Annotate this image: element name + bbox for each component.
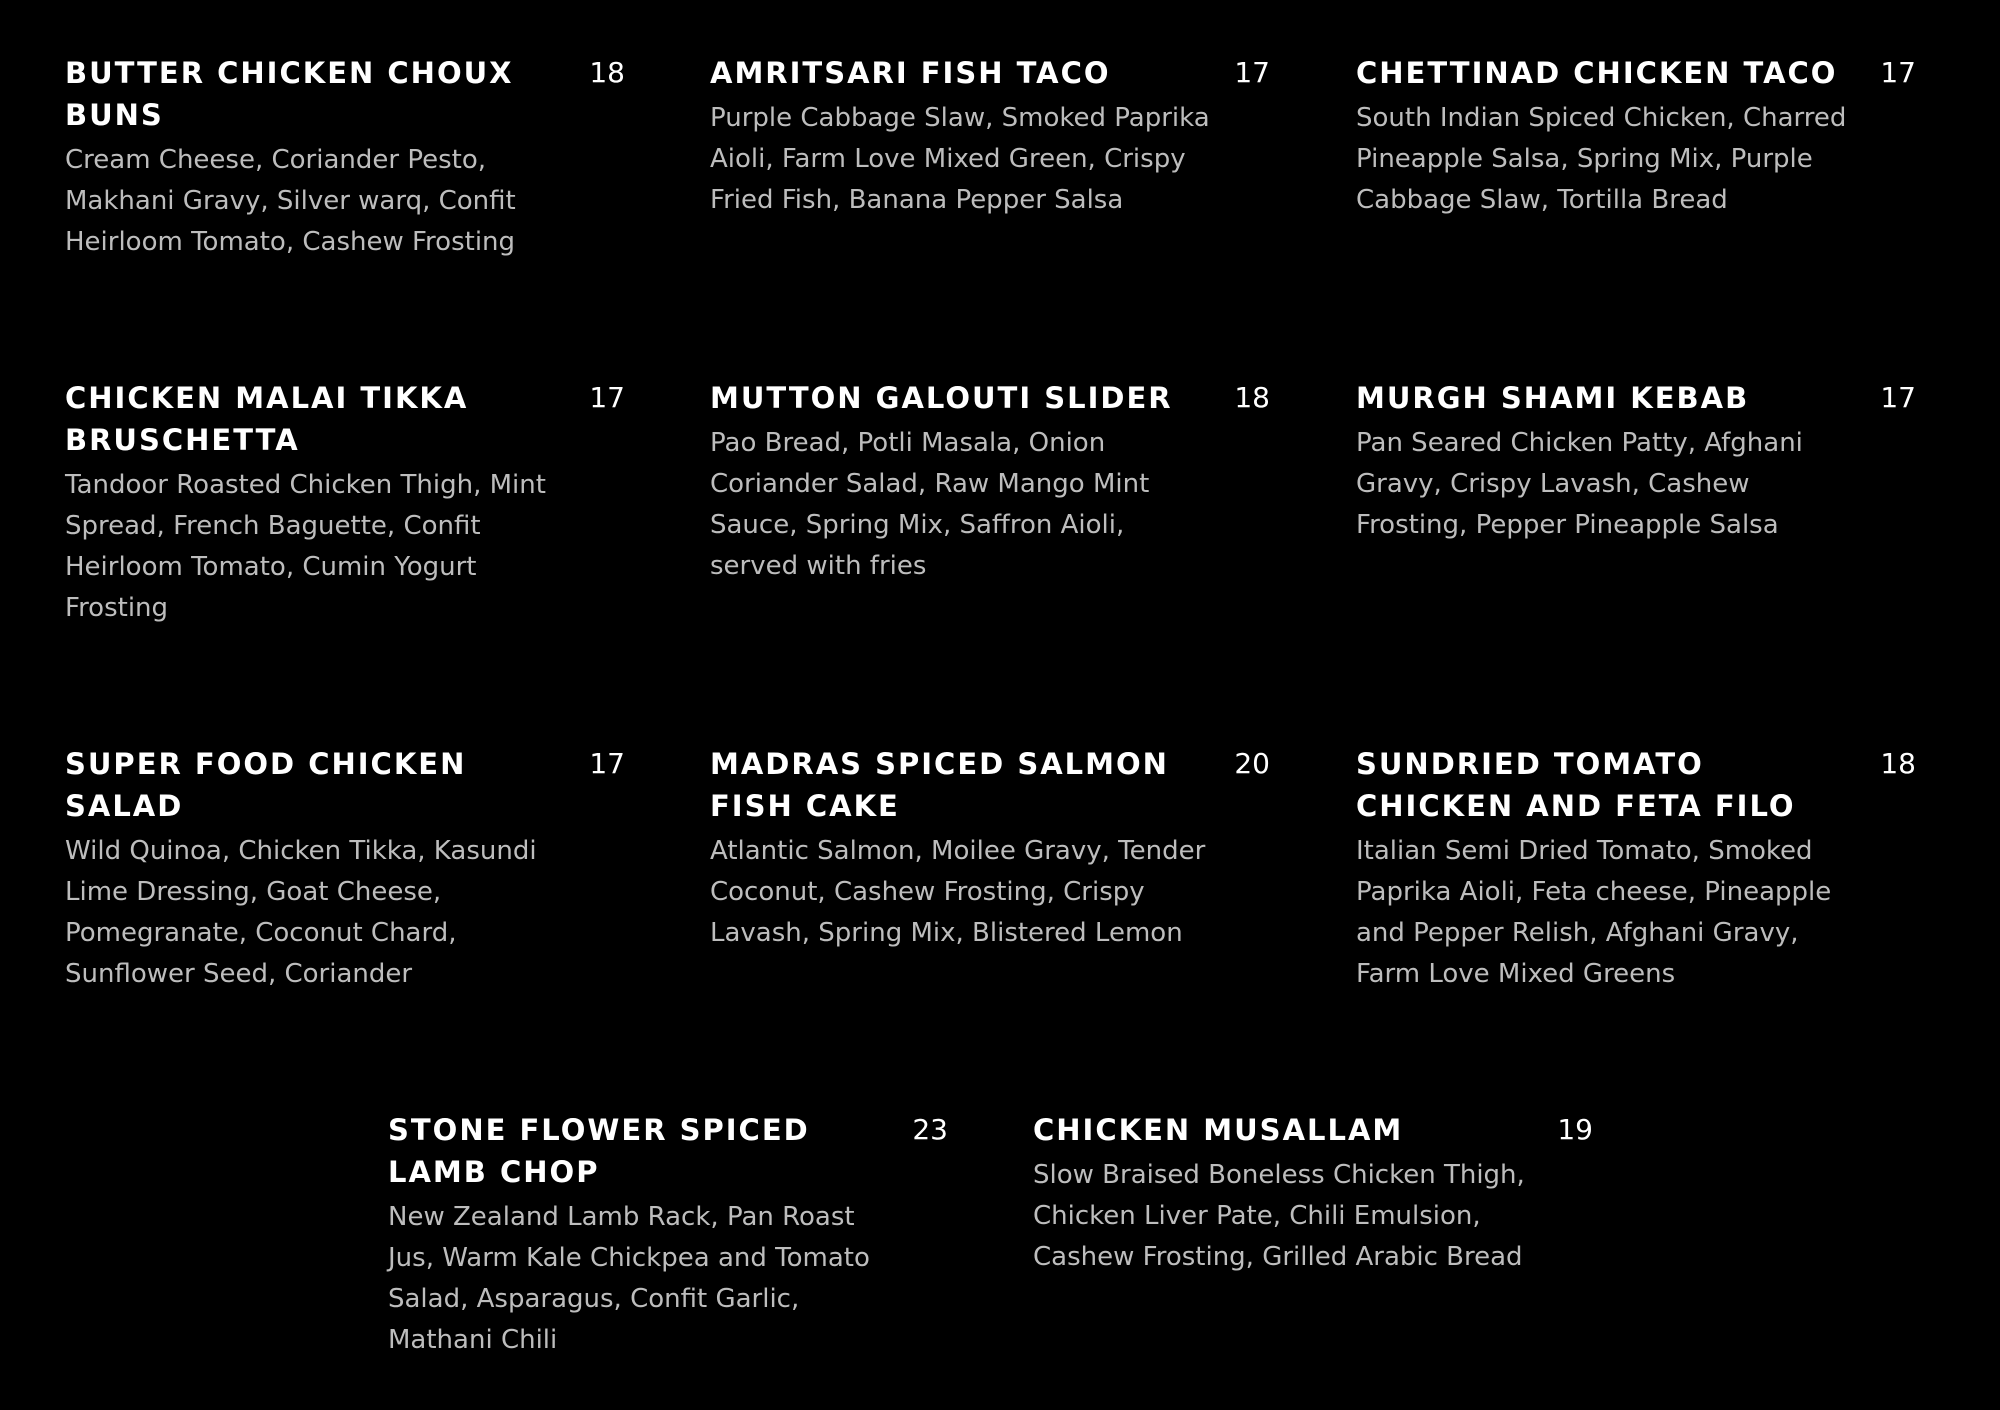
dish-price: 19 bbox=[1557, 1113, 1593, 1146]
dish-price: 18 bbox=[1880, 747, 1916, 780]
menu-item-header bbox=[1356, 52, 1916, 94]
dish-description: Slow Braised Boneless Chicken Thigh, Chicken Liver Pate, Chili Emulsion, Cashew Frosting, Grilled Arabic Bread bbox=[1033, 1160, 1525, 1272]
menu-item-header bbox=[65, 743, 625, 827]
menu-item bbox=[1356, 743, 1916, 995]
dish-name: AMRITSARI FISH TACO bbox=[710, 56, 1111, 90]
dish-description: South Indian Spiced Chicken, Charred Pineapple Salsa, Spring Mix, Purple Cabbage Slaw, Tortilla Bread bbox=[1356, 103, 1847, 215]
dish-name: BUTTER CHICKEN CHOUX BUNS bbox=[65, 56, 514, 132]
menu-item bbox=[710, 52, 1270, 221]
menu-item-header bbox=[710, 377, 1270, 419]
menu-item bbox=[1033, 1109, 1593, 1278]
dish-name: SUNDRIED TOMATO CHICKEN AND FETA FILO bbox=[1356, 747, 1796, 823]
dish-description: Pao Bread, Potli Masala, Onion Coriander Salad, Raw Mango Mint Sauce, Spring Mix, Saffron Aioli, served with fries bbox=[710, 428, 1150, 581]
menu-item-header bbox=[1356, 377, 1916, 419]
menu-item bbox=[65, 743, 625, 995]
dish-price: 18 bbox=[589, 56, 625, 89]
dish-description: Atlantic Salmon, Moilee Gravy, Tender Coconut, Cashew Frosting, Crispy Lavash, Spring Mix, Blistered Lemon bbox=[710, 836, 1206, 948]
menu-item-header bbox=[65, 377, 625, 461]
menu-item bbox=[710, 743, 1270, 954]
dish-description: Purple Cabbage Slaw, Smoked Paprika Aioli, Farm Love Mixed Green, Crispy Fried Fish, Banana Pepper Salsa bbox=[710, 103, 1210, 215]
menu-item-header bbox=[1356, 743, 1916, 827]
dish-description: Italian Semi Dried Tomato, Smoked Paprika Aioli, Feta cheese, Pineapple and Pepper Relish, Afghani Gravy, Farm Love Mixed Greens bbox=[1356, 836, 1832, 989]
dish-price: 18 bbox=[1234, 381, 1270, 414]
menu-item bbox=[65, 377, 625, 629]
dish-description: Tandoor Roasted Chicken Thigh, Mint Spread, French Baguette, Confit Heirloom Tomato, Cumin Yogurt Frosting bbox=[65, 470, 546, 623]
dish-description: Wild Quinoa, Chicken Tikka, Kasundi Lime Dressing, Goat Cheese, Pomegranate, Coconut Chard, Sunflower Seed, Coriander bbox=[65, 836, 537, 989]
dish-price: 17 bbox=[589, 747, 625, 780]
menu-item bbox=[1356, 52, 1916, 221]
dish-name: MUTTON GALOUTI SLIDER bbox=[710, 381, 1173, 415]
dish-name: MURGH SHAMI KEBAB bbox=[1356, 381, 1750, 415]
dish-price: 17 bbox=[589, 381, 625, 414]
dish-price: 17 bbox=[1880, 56, 1916, 89]
menu-item-header bbox=[65, 52, 625, 136]
dish-name: MADRAS SPICED SALMON FISH CAKE bbox=[710, 747, 1169, 823]
menu-item bbox=[1356, 377, 1916, 546]
menu-item bbox=[65, 52, 625, 263]
menu-item-header bbox=[1033, 1109, 1593, 1151]
dish-name: CHETTINAD CHICKEN TACO bbox=[1356, 56, 1838, 90]
dish-description: Pan Seared Chicken Patty, Afghani Gravy, Crispy Lavash, Cashew Frosting, Pepper Pineapple Salsa bbox=[1356, 428, 1803, 540]
menu-item-header bbox=[710, 743, 1270, 827]
dish-description: New Zealand Lamb Rack, Pan Roast Jus, Warm Kale Chickpea and Tomato Salad, Asparagus, Confit Garlic, Mathani Chili bbox=[388, 1202, 870, 1355]
menu-item bbox=[710, 377, 1270, 587]
dish-name: CHICKEN MUSALLAM bbox=[1033, 1113, 1404, 1147]
menu-item-header bbox=[388, 1109, 948, 1193]
menu-item bbox=[388, 1109, 948, 1361]
dish-description: Cream Cheese, Coriander Pesto, Makhani Gravy, Silver warq, Confit Heirloom Tomato, Cashew Frosting bbox=[65, 145, 516, 257]
dish-price: 20 bbox=[1234, 747, 1270, 780]
dish-price: 17 bbox=[1234, 56, 1270, 89]
menu-item-header bbox=[710, 52, 1270, 94]
dish-name: SUPER FOOD CHICKEN SALAD bbox=[65, 747, 467, 823]
dish-price: 23 bbox=[912, 1113, 948, 1146]
dish-price: 17 bbox=[1880, 381, 1916, 414]
dish-name: CHICKEN MALAI TIKKA BRUSCHETTA bbox=[65, 381, 469, 457]
dish-name: STONE FLOWER SPICED LAMB CHOP bbox=[388, 1113, 810, 1189]
